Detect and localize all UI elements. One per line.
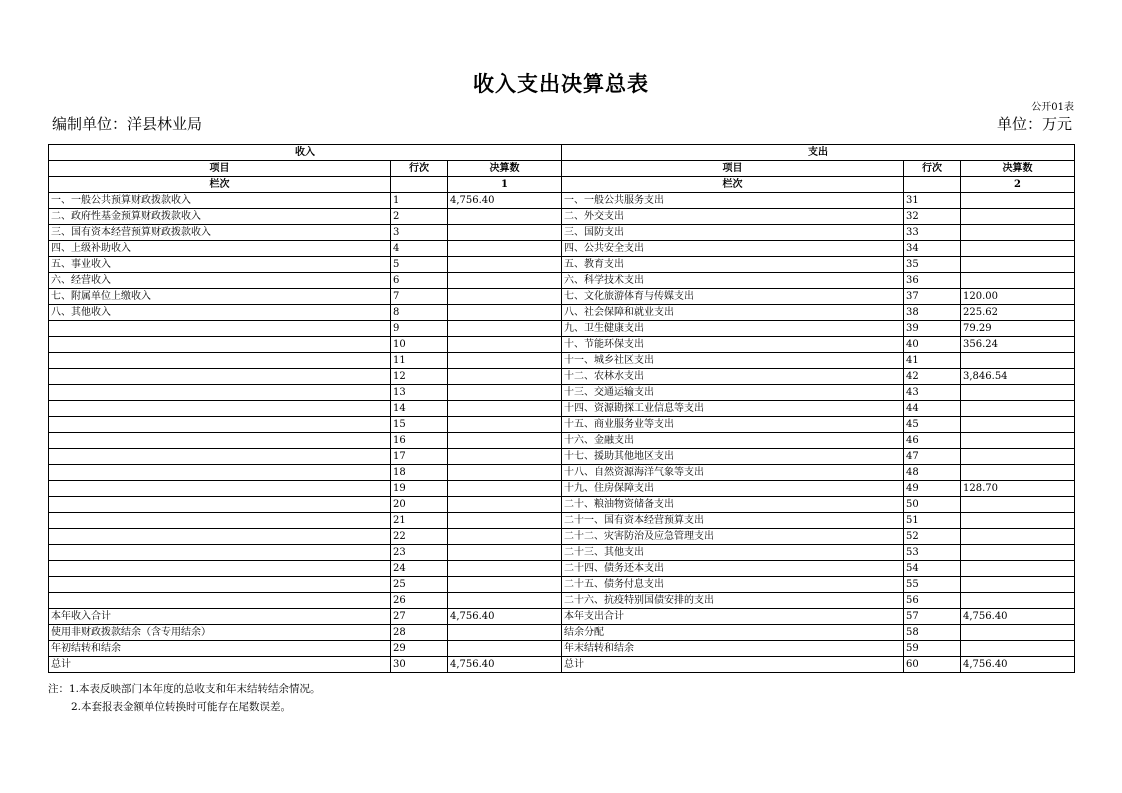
expense-item-cell: 二十三、其他支出 (562, 545, 904, 561)
expense-item-cell: 十二、农林水支出 (562, 369, 904, 385)
income-amount-cell (448, 289, 562, 305)
expense-line-cell: 45 (904, 417, 961, 433)
income-item-cell (49, 513, 391, 529)
expense-line-cell: 51 (904, 513, 961, 529)
income-amount-cell (448, 577, 562, 593)
expense-item-cell: 十一、城乡社区支出 (562, 353, 904, 369)
income-amount-cell (448, 497, 562, 513)
income-item-cell (49, 369, 391, 385)
income-line-cell: 3 (391, 225, 448, 241)
income-line-cell: 22 (391, 529, 448, 545)
table-row (49, 497, 1075, 513)
income-item-cell: 总计 (49, 657, 391, 673)
expense-amount-cell (961, 641, 1075, 657)
income-line-cell: 13 (391, 385, 448, 401)
table-row (49, 433, 1075, 449)
income-amount-cell (448, 641, 562, 657)
expense-line-cell: 48 (904, 465, 961, 481)
income-line-cell: 29 (391, 641, 448, 657)
expense-item-cell: 十八、自然资源海洋气象等支出 (562, 465, 904, 481)
expense-amount-cell (961, 257, 1075, 273)
income-amount-cell (448, 353, 562, 369)
table-row (49, 193, 1075, 209)
table-row (49, 369, 1075, 385)
income-line-cell: 19 (391, 481, 448, 497)
income-item-cell (49, 529, 391, 545)
income-item-cell: 本年收入合计 (49, 609, 391, 625)
income-amount-cell (448, 209, 562, 225)
expense-line-cell: 57 (904, 609, 961, 625)
expense-line-cell: 55 (904, 577, 961, 593)
table-row (49, 241, 1075, 257)
expense-amount-cell (961, 433, 1075, 449)
expense-item-cell: 十七、援助其他地区支出 (562, 449, 904, 465)
expense-item-cell: 九、卫生健康支出 (562, 321, 904, 337)
expense-column-number: 2 (961, 177, 1075, 193)
expense-amount-header: 决算数 (961, 161, 1075, 177)
income-amount-cell (448, 417, 562, 433)
income-line-cell: 9 (391, 321, 448, 337)
income-amount-cell (448, 369, 562, 385)
income-item-cell (49, 449, 391, 465)
expense-item-cell: 十九、住房保障支出 (562, 481, 904, 497)
expense-item-cell: 一、一般公共服务支出 (562, 193, 904, 209)
income-item-cell: 一、一般公共预算财政拨款收入 (49, 193, 391, 209)
expense-item-cell: 三、国防支出 (562, 225, 904, 241)
income-item-cell (49, 417, 391, 433)
table-row (49, 305, 1075, 321)
income-line-cell: 5 (391, 257, 448, 273)
table-row (49, 337, 1075, 353)
expense-line-cell: 59 (904, 641, 961, 657)
income-item-cell (49, 353, 391, 369)
expense-amount-cell: 128.70 (961, 481, 1075, 497)
expense-amount-cell (961, 593, 1075, 609)
table-row (49, 225, 1075, 241)
income-line-cell: 10 (391, 337, 448, 353)
income-line-cell: 18 (391, 465, 448, 481)
expense-item-cell: 本年支出合计 (562, 609, 904, 625)
income-item-cell (49, 593, 391, 609)
income-line-cell: 8 (391, 305, 448, 321)
income-item-cell: 七、附属单位上缴收入 (49, 289, 391, 305)
income-line-cell: 23 (391, 545, 448, 561)
income-item-cell (49, 321, 391, 337)
expense-amount-cell (961, 417, 1075, 433)
expense-line-cell: 38 (904, 305, 961, 321)
expense-item-cell: 二十六、抗疫特别国债安排的支出 (562, 593, 904, 609)
income-amount-cell: 4,756.40 (448, 193, 562, 209)
table-row (49, 657, 1075, 673)
expense-line-cell: 31 (904, 193, 961, 209)
income-amount-cell (448, 513, 562, 529)
summary-table (48, 144, 1075, 673)
expense-amount-cell: 4,756.40 (961, 657, 1075, 673)
expense-item-cell: 十四、资源勘探工业信息等支出 (562, 401, 904, 417)
expense-amount-cell (961, 449, 1075, 465)
income-item-cell (49, 433, 391, 449)
income-amount-cell (448, 401, 562, 417)
expense-item-cell: 十三、交通运输支出 (562, 385, 904, 401)
expense-amount-cell (961, 385, 1075, 401)
expense-item-cell: 年末结转和结余 (562, 641, 904, 657)
income-item-header: 项目 (49, 161, 391, 177)
table-row (49, 321, 1075, 337)
income-item-cell (49, 465, 391, 481)
income-amount-cell (448, 561, 562, 577)
expense-amount-cell (961, 401, 1075, 417)
expense-line-cell: 47 (904, 449, 961, 465)
expense-item-cell: 八、社会保障和就业支出 (562, 305, 904, 321)
expense-line-cell: 36 (904, 273, 961, 289)
page-title: 收入支出决算总表 (473, 71, 649, 96)
expense-amount-cell: 79.29 (961, 321, 1075, 337)
expense-item-header: 项目 (562, 161, 904, 177)
income-line-cell: 24 (391, 561, 448, 577)
income-line-cell: 14 (391, 401, 448, 417)
income-line-cell: 12 (391, 369, 448, 385)
expense-line-cell: 41 (904, 353, 961, 369)
expense-line-cell: 42 (904, 369, 961, 385)
expense-amount-cell (961, 193, 1075, 209)
expense-line-cell: 54 (904, 561, 961, 577)
expense-line-cell: 39 (904, 321, 961, 337)
expense-amount-cell: 225.62 (961, 305, 1075, 321)
income-amount-cell (448, 449, 562, 465)
income-line-cell: 30 (391, 657, 448, 673)
income-line-header: 行次 (391, 161, 448, 177)
table-row (49, 561, 1075, 577)
income-item-cell: 四、上级补助收入 (49, 241, 391, 257)
expense-amount-cell: 3,846.54 (961, 369, 1075, 385)
income-line-cell: 6 (391, 273, 448, 289)
expense-amount-cell (961, 497, 1075, 513)
table-row (49, 449, 1075, 465)
expense-line-cell: 52 (904, 529, 961, 545)
expense-header: 支出 (562, 145, 1075, 161)
expense-line-cell: 34 (904, 241, 961, 257)
expense-amount-cell (961, 529, 1075, 545)
income-line-cell: 17 (391, 449, 448, 465)
income-amount-header: 决算数 (448, 161, 562, 177)
expense-line-cell: 40 (904, 337, 961, 353)
income-line-cell: 21 (391, 513, 448, 529)
income-amount-cell (448, 465, 562, 481)
income-item-cell: 使用非财政拨款结余（含专用结余） (49, 625, 391, 641)
income-line-cell: 28 (391, 625, 448, 641)
expense-line-cell: 32 (904, 209, 961, 225)
footnote-1: 注：1.本表反映部门本年度的总收支和年末结转结余情况。 (48, 683, 321, 695)
income-amount-cell (448, 625, 562, 641)
table-row (49, 417, 1075, 433)
income-amount-cell (448, 305, 562, 321)
expense-line-cell: 60 (904, 657, 961, 673)
table-code: 公开01表 (1031, 102, 1074, 113)
expense-amount-cell (961, 353, 1075, 369)
table-row (49, 401, 1075, 417)
expense-amount-cell: 4,756.40 (961, 609, 1075, 625)
expense-item-cell: 结余分配 (562, 625, 904, 641)
income-amount-cell (448, 481, 562, 497)
expense-amount-cell (961, 273, 1075, 289)
expense-line-cell: 35 (904, 257, 961, 273)
income-item-cell (49, 497, 391, 513)
expense-amount-cell (961, 225, 1075, 241)
expense-amount-cell (961, 241, 1075, 257)
table-row (49, 385, 1075, 401)
income-amount-cell (448, 321, 562, 337)
expense-item-cell: 十、节能环保支出 (562, 337, 904, 353)
table-row (49, 289, 1075, 305)
table-row (49, 257, 1075, 273)
income-item-cell: 五、事业收入 (49, 257, 391, 273)
income-item-cell (49, 561, 391, 577)
expense-item-cell: 四、公共安全支出 (562, 241, 904, 257)
expense-line-cell: 49 (904, 481, 961, 497)
income-line-cell: 16 (391, 433, 448, 449)
table-row (49, 625, 1075, 641)
table-row (49, 641, 1075, 657)
income-header: 收入 (49, 145, 562, 161)
expense-line-cell: 50 (904, 497, 961, 513)
income-line-cell: 2 (391, 209, 448, 225)
expense-item-cell: 二十二、灾害防治及应急管理支出 (562, 529, 904, 545)
footnotes (48, 680, 321, 716)
expense-item-cell: 二十、粮油物资储备支出 (562, 497, 904, 513)
expense-amount-cell (961, 465, 1075, 481)
income-item-cell (49, 577, 391, 593)
expense-item-cell: 二、外交支出 (562, 209, 904, 225)
income-amount-cell (448, 385, 562, 401)
expense-item-cell: 二十一、国有资本经营预算支出 (562, 513, 904, 529)
expense-amount-cell (961, 209, 1075, 225)
expense-amount-cell (961, 625, 1075, 641)
table-row (49, 465, 1075, 481)
expense-item-cell: 总计 (562, 657, 904, 673)
income-item-cell (49, 481, 391, 497)
income-amount-cell (448, 337, 562, 353)
income-item-cell (49, 337, 391, 353)
expense-amount-cell (961, 577, 1075, 593)
income-item-cell: 六、经营收入 (49, 273, 391, 289)
expense-column-line-blank (904, 177, 961, 193)
income-column-line-blank (391, 177, 448, 193)
income-item-cell: 三、国有资本经营预算财政拨款收入 (49, 225, 391, 241)
income-item-cell: 二、政府性基金预算财政拨款收入 (49, 209, 391, 225)
income-line-cell: 26 (391, 593, 448, 609)
income-amount-cell (448, 545, 562, 561)
expense-amount-cell (961, 561, 1075, 577)
expense-item-cell: 二十五、债务付息支出 (562, 577, 904, 593)
table-row (49, 609, 1075, 625)
expense-item-cell: 十六、金融支出 (562, 433, 904, 449)
expense-item-cell: 七、文化旅游体育与传媒支出 (562, 289, 904, 305)
table-row (49, 513, 1075, 529)
table-row (49, 577, 1075, 593)
expense-item-cell: 六、科学技术支出 (562, 273, 904, 289)
income-amount-cell: 4,756.40 (448, 657, 562, 673)
expense-line-cell: 44 (904, 401, 961, 417)
income-amount-cell (448, 273, 562, 289)
table-row (49, 593, 1075, 609)
footnote-2: 2.本套报表金额单位转换时可能存在尾数误差。 (71, 701, 292, 713)
expense-amount-cell (961, 513, 1075, 529)
table-row (49, 209, 1075, 225)
table-row (49, 273, 1075, 289)
income-line-cell: 15 (391, 417, 448, 433)
expense-line-cell: 43 (904, 385, 961, 401)
expense-item-cell: 十五、商业服务业等支出 (562, 417, 904, 433)
expense-line-cell: 37 (904, 289, 961, 305)
income-line-cell: 20 (391, 497, 448, 513)
income-amount-cell (448, 257, 562, 273)
table-row (49, 545, 1075, 561)
income-amount-cell (448, 433, 562, 449)
income-amount-cell (448, 529, 562, 545)
expense-line-cell: 56 (904, 593, 961, 609)
income-amount-cell (448, 241, 562, 257)
income-line-cell: 1 (391, 193, 448, 209)
expense-item-cell: 二十四、债务还本支出 (562, 561, 904, 577)
income-column-label: 栏次 (49, 177, 391, 193)
expense-amount-cell: 356.24 (961, 337, 1075, 353)
expense-line-cell: 33 (904, 225, 961, 241)
income-column-number: 1 (448, 177, 562, 193)
income-line-cell: 11 (391, 353, 448, 369)
income-item-cell: 八、其他收入 (49, 305, 391, 321)
expense-line-cell: 53 (904, 545, 961, 561)
table-row (49, 529, 1075, 545)
income-item-cell (49, 385, 391, 401)
income-line-cell: 25 (391, 577, 448, 593)
income-line-cell: 4 (391, 241, 448, 257)
income-item-cell: 年初结转和结余 (49, 641, 391, 657)
expense-amount-cell: 120.00 (961, 289, 1075, 305)
expense-line-cell: 46 (904, 433, 961, 449)
expense-column-label: 栏次 (562, 177, 904, 193)
income-item-cell (49, 545, 391, 561)
income-amount-cell: 4,756.40 (448, 609, 562, 625)
income-item-cell (49, 401, 391, 417)
expense-item-cell: 五、教育支出 (562, 257, 904, 273)
income-amount-cell (448, 593, 562, 609)
reporting-unit: 编制单位：洋县林业局 (52, 115, 203, 133)
income-amount-cell (448, 225, 562, 241)
expense-line-cell: 58 (904, 625, 961, 641)
income-line-cell: 27 (391, 609, 448, 625)
expense-line-header: 行次 (904, 161, 961, 177)
table-row (49, 353, 1075, 369)
income-line-cell: 7 (391, 289, 448, 305)
table-row (49, 481, 1075, 497)
currency-unit: 单位：万元 (996, 115, 1072, 133)
expense-amount-cell (961, 545, 1075, 561)
